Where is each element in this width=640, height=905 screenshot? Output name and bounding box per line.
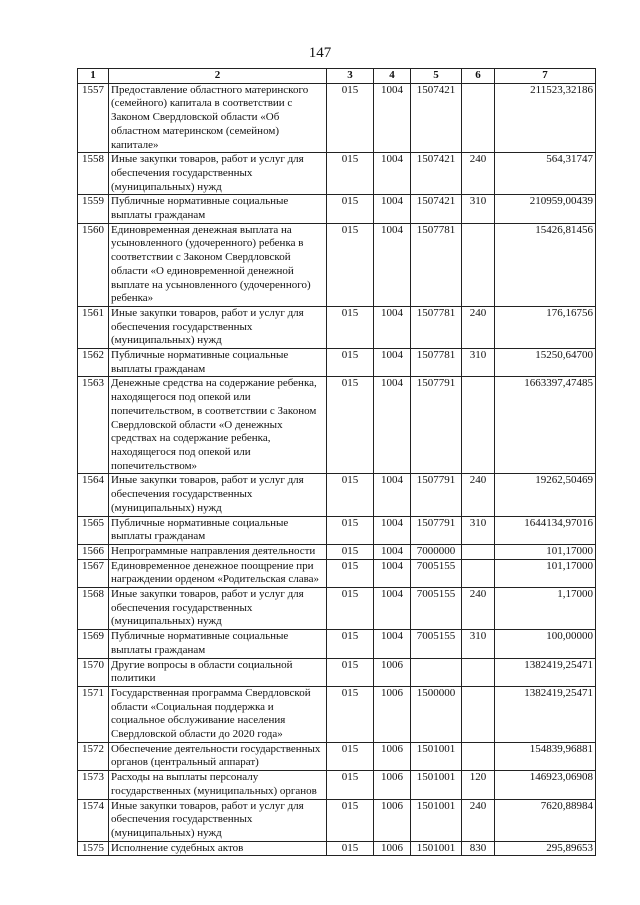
row-number-cell: 1563 (78, 377, 109, 474)
table-row (78, 153, 596, 195)
expense-type-cell (462, 544, 495, 559)
header-row (78, 69, 596, 84)
section-code-cell: 1006 (374, 841, 411, 856)
table-row (78, 630, 596, 658)
ministry-code-cell: 015 (327, 771, 374, 799)
row-number-cell: 1565 (78, 516, 109, 544)
target-article-cell: 1500000 (411, 686, 462, 742)
section-code-cell: 1006 (374, 686, 411, 742)
expense-name-cell: Непрограммные направления деятельности (109, 544, 327, 559)
ministry-code-cell: 015 (327, 83, 374, 153)
expense-name-cell: Публичные нормативные социальные выплаты гражданам (109, 516, 327, 544)
target-article-cell: 7005155 (411, 559, 462, 587)
section-code-cell: 1004 (374, 153, 411, 195)
target-article-cell: 1501001 (411, 742, 462, 770)
table-row (78, 559, 596, 587)
section-code-cell: 1006 (374, 658, 411, 686)
section-code-cell: 1004 (374, 630, 411, 658)
ministry-code-cell: 015 (327, 153, 374, 195)
budget-table (77, 68, 596, 856)
ministry-code-cell: 015 (327, 544, 374, 559)
expense-type-cell: 830 (462, 841, 495, 856)
target-article-cell: 1507781 (411, 349, 462, 377)
amount-cell: 15250,64700 (495, 349, 596, 377)
row-number-cell: 1559 (78, 195, 109, 223)
section-code-cell: 1006 (374, 742, 411, 770)
expense-name-cell: Денежные средства на содержание ребенка, находящегося под опекой или попечительством, в соответствии с Законом Свердловской области «О денежных средствах на содержание ребенка, находящегося под опекой или попечительством» (109, 377, 327, 474)
table-row (78, 544, 596, 559)
table-row (78, 306, 596, 348)
target-article-cell (411, 658, 462, 686)
expense-name-cell: Предоставление областного материнского (семейного) капитала в соответствии с Законом Свердловской области «Об областном материнском (семейном) капитале» (109, 83, 327, 153)
ministry-code-cell: 015 (327, 223, 374, 306)
expense-type-cell: 240 (462, 306, 495, 348)
expense-name-cell: Единовременная денежная выплата на усыновленного (удочеренного) ребенка в соответствии с Законом Свердловской области «О единовременной денежной выплате на усыновленного (удочеренного) ребенка» (109, 223, 327, 306)
section-code-cell: 1004 (374, 195, 411, 223)
expense-type-cell: 310 (462, 516, 495, 544)
table-body (78, 83, 596, 856)
target-article-cell: 1507781 (411, 306, 462, 348)
section-code-cell: 1004 (374, 474, 411, 516)
section-code-cell: 1004 (374, 516, 411, 544)
amount-cell: 1382419,25471 (495, 658, 596, 686)
expense-type-cell: 240 (462, 474, 495, 516)
target-article-cell: 1501001 (411, 799, 462, 841)
row-number-cell: 1571 (78, 686, 109, 742)
expense-type-cell (462, 686, 495, 742)
expense-type-cell: 310 (462, 630, 495, 658)
ministry-code-cell: 015 (327, 630, 374, 658)
target-article-cell: 1501001 (411, 841, 462, 856)
section-code-cell: 1006 (374, 799, 411, 841)
expense-type-cell: 310 (462, 195, 495, 223)
amount-cell: 176,16756 (495, 306, 596, 348)
expense-type-cell (462, 223, 495, 306)
ministry-code-cell: 015 (327, 841, 374, 856)
amount-cell: 1663397,47485 (495, 377, 596, 474)
section-code-cell: 1004 (374, 223, 411, 306)
target-article-cell: 1507421 (411, 153, 462, 195)
section-code-cell: 1006 (374, 771, 411, 799)
table-row (78, 223, 596, 306)
amount-cell: 101,17000 (495, 544, 596, 559)
row-number-cell: 1568 (78, 588, 109, 630)
table-row (78, 516, 596, 544)
expense-name-cell: Иные закупки товаров, работ и услуг для обеспечения государственных (муниципальных) нужд (109, 474, 327, 516)
section-code-cell: 1004 (374, 377, 411, 474)
expense-type-cell: 240 (462, 153, 495, 195)
column-header: 6 (462, 69, 495, 84)
amount-cell: 295,89653 (495, 841, 596, 856)
target-article-cell: 1507791 (411, 474, 462, 516)
expense-type-cell: 240 (462, 799, 495, 841)
target-article-cell: 1507791 (411, 377, 462, 474)
amount-cell: 19262,50469 (495, 474, 596, 516)
ministry-code-cell: 015 (327, 306, 374, 348)
expense-name-cell: Иные закупки товаров, работ и услуг для обеспечения государственных (муниципальных) нужд (109, 799, 327, 841)
expense-name-cell: Исполнение судебных актов (109, 841, 327, 856)
amount-cell: 210959,00439 (495, 195, 596, 223)
table-row (78, 474, 596, 516)
expense-name-cell: Государственная программа Свердловской области «Социальная поддержка и социальное обслуживание населения Свердловской области до 2020 года» (109, 686, 327, 742)
ministry-code-cell: 015 (327, 588, 374, 630)
expense-name-cell: Единовременное денежное поощрение при награждении орденом «Родительская слава» (109, 559, 327, 587)
page-number: 147 (308, 45, 332, 61)
table-row (78, 588, 596, 630)
expense-name-cell: Публичные нормативные социальные выплаты гражданам (109, 195, 327, 223)
table-row (78, 83, 596, 153)
ministry-code-cell: 015 (327, 349, 374, 377)
column-header: 3 (327, 69, 374, 84)
amount-cell: 564,31747 (495, 153, 596, 195)
amount-cell: 146923,06908 (495, 771, 596, 799)
table-row (78, 349, 596, 377)
expense-name-cell: Другие вопросы в области социальной политики (109, 658, 327, 686)
amount-cell: 1644134,97016 (495, 516, 596, 544)
section-code-cell: 1004 (374, 306, 411, 348)
section-code-cell: 1004 (374, 559, 411, 587)
ministry-code-cell: 015 (327, 559, 374, 587)
ministry-code-cell: 015 (327, 799, 374, 841)
row-number-cell: 1570 (78, 658, 109, 686)
column-header: 4 (374, 69, 411, 84)
expense-type-cell (462, 377, 495, 474)
table-row (78, 686, 596, 742)
amount-cell: 15426,81456 (495, 223, 596, 306)
row-number-cell: 1564 (78, 474, 109, 516)
amount-cell: 7620,88984 (495, 799, 596, 841)
expense-name-cell: Публичные нормативные социальные выплаты гражданам (109, 349, 327, 377)
expense-type-cell: 240 (462, 588, 495, 630)
expense-name-cell: Публичные нормативные социальные выплаты гражданам (109, 630, 327, 658)
column-header: 2 (109, 69, 327, 84)
column-header: 7 (495, 69, 596, 84)
amount-cell: 101,17000 (495, 559, 596, 587)
target-article-cell: 7000000 (411, 544, 462, 559)
table-row (78, 799, 596, 841)
amount-cell: 1382419,25471 (495, 686, 596, 742)
column-header: 5 (411, 69, 462, 84)
row-number-cell: 1560 (78, 223, 109, 306)
row-number-cell: 1557 (78, 83, 109, 153)
section-code-cell: 1004 (374, 349, 411, 377)
table-row (78, 658, 596, 686)
table-row (78, 771, 596, 799)
row-number-cell: 1558 (78, 153, 109, 195)
row-number-cell: 1575 (78, 841, 109, 856)
ministry-code-cell: 015 (327, 658, 374, 686)
row-number-cell: 1567 (78, 559, 109, 587)
section-code-cell: 1004 (374, 83, 411, 153)
row-number-cell: 1573 (78, 771, 109, 799)
expense-type-cell: 120 (462, 771, 495, 799)
ministry-code-cell: 015 (327, 686, 374, 742)
section-code-cell: 1004 (374, 588, 411, 630)
target-article-cell: 1507421 (411, 83, 462, 153)
row-number-cell: 1562 (78, 349, 109, 377)
target-article-cell: 1507791 (411, 516, 462, 544)
amount-cell: 100,00000 (495, 630, 596, 658)
table-row (78, 195, 596, 223)
target-article-cell: 1507421 (411, 195, 462, 223)
target-article-cell: 7005155 (411, 588, 462, 630)
expense-type-cell (462, 559, 495, 587)
table-row (78, 377, 596, 474)
expense-type-cell (462, 742, 495, 770)
row-number-cell: 1574 (78, 799, 109, 841)
expense-name-cell: Иные закупки товаров, работ и услуг для обеспечения государственных (муниципальных) нужд (109, 588, 327, 630)
ministry-code-cell: 015 (327, 516, 374, 544)
expense-name-cell: Расходы на выплаты персоналу государственных (муниципальных) органов (109, 771, 327, 799)
table-row (78, 742, 596, 770)
amount-cell: 154839,96881 (495, 742, 596, 770)
amount-cell: 211523,32186 (495, 83, 596, 153)
amount-cell: 1,17000 (495, 588, 596, 630)
expense-type-cell (462, 658, 495, 686)
expense-type-cell (462, 83, 495, 153)
ministry-code-cell: 015 (327, 377, 374, 474)
expense-type-cell: 310 (462, 349, 495, 377)
ministry-code-cell: 015 (327, 742, 374, 770)
target-article-cell: 1507781 (411, 223, 462, 306)
table-row (78, 841, 596, 856)
row-number-cell: 1561 (78, 306, 109, 348)
ministry-code-cell: 015 (327, 195, 374, 223)
expense-name-cell: Иные закупки товаров, работ и услуг для обеспечения государственных (муниципальных) нужд (109, 153, 327, 195)
row-number-cell: 1566 (78, 544, 109, 559)
expense-name-cell: Обеспечение деятельности государственных органов (центральный аппарат) (109, 742, 327, 770)
section-code-cell: 1004 (374, 544, 411, 559)
expense-name-cell: Иные закупки товаров, работ и услуг для обеспечения государственных (муниципальных) нужд (109, 306, 327, 348)
row-number-cell: 1572 (78, 742, 109, 770)
column-header: 1 (78, 69, 109, 84)
row-number-cell: 1569 (78, 630, 109, 658)
ministry-code-cell: 015 (327, 474, 374, 516)
target-article-cell: 7005155 (411, 630, 462, 658)
target-article-cell: 1501001 (411, 771, 462, 799)
